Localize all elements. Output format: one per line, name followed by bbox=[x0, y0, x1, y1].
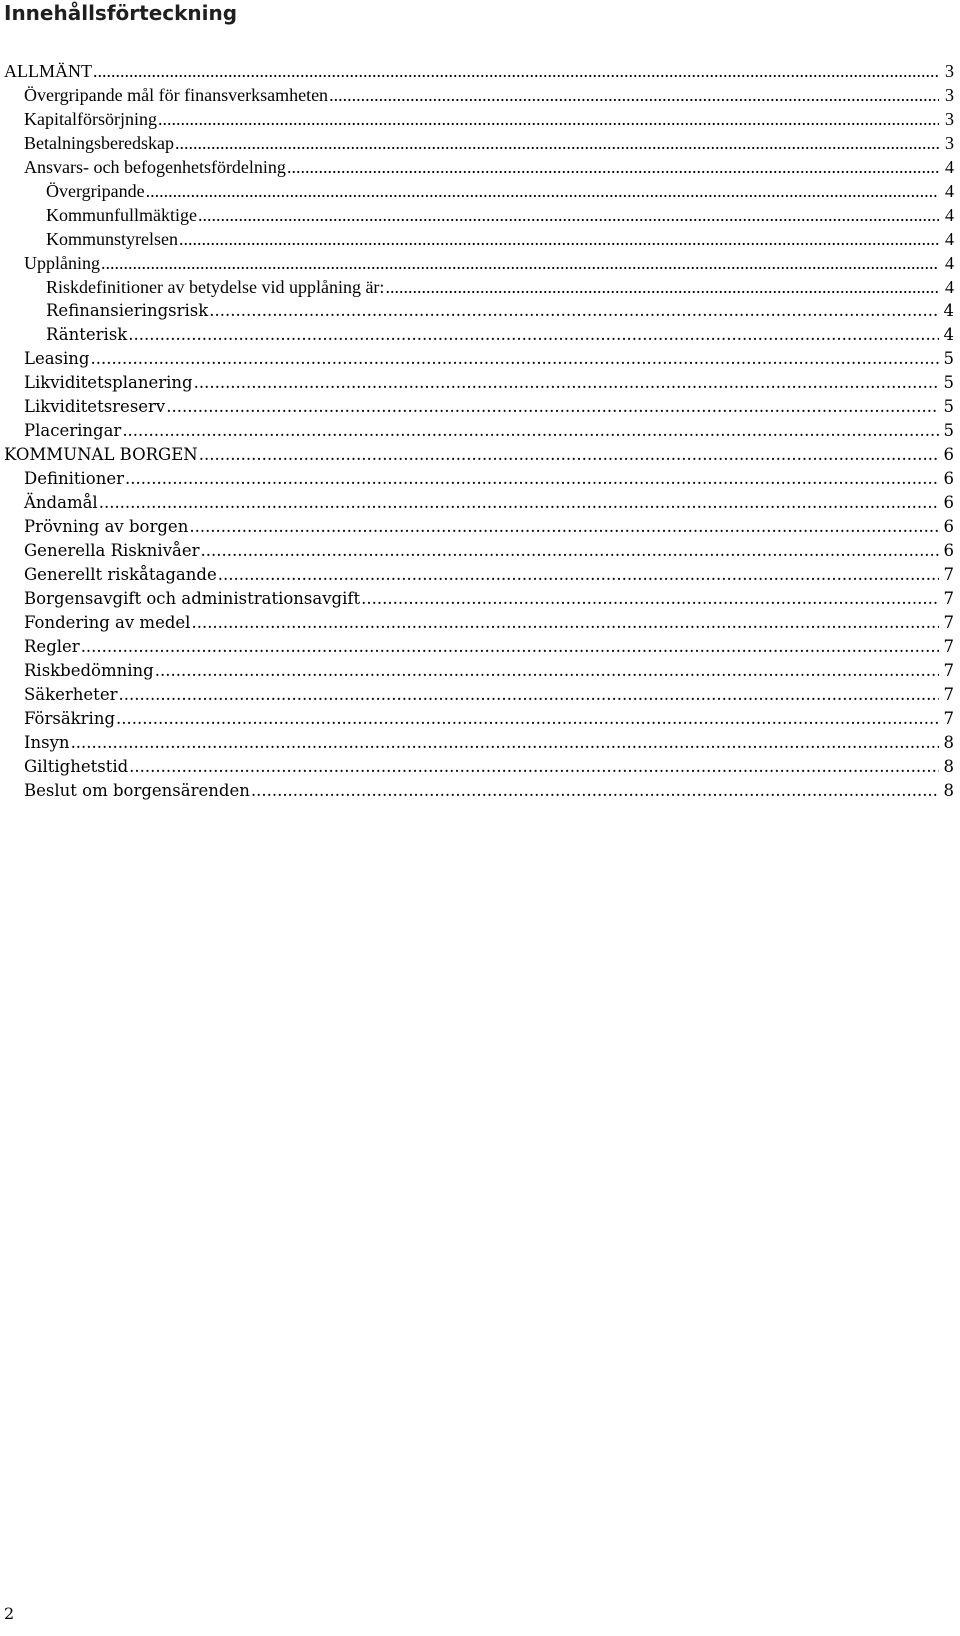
toc-entry-label: Prövning av borgen bbox=[24, 517, 189, 536]
toc-dot-leader bbox=[198, 203, 939, 227]
toc-dot-leader bbox=[116, 707, 939, 731]
toc-entry[interactable] bbox=[0, 467, 960, 491]
toc-entry-page: 5 bbox=[943, 421, 954, 440]
toc-dot-leader bbox=[175, 131, 939, 155]
toc-entry[interactable] bbox=[0, 443, 960, 467]
toc-entry-label: Fondering av medel bbox=[24, 613, 191, 632]
toc-dot-leader bbox=[218, 563, 939, 587]
toc-title: Innehållsförteckning bbox=[4, 1, 238, 25]
table-of-contents bbox=[0, 59, 960, 803]
toc-entry[interactable] bbox=[0, 683, 960, 707]
toc-entry-page: 6 bbox=[943, 541, 954, 560]
toc-entry-label: Övergripande bbox=[46, 181, 145, 201]
toc-entry[interactable] bbox=[0, 131, 960, 155]
toc-entry[interactable] bbox=[0, 155, 960, 179]
toc-entry[interactable] bbox=[0, 635, 960, 659]
toc-dot-leader bbox=[155, 659, 939, 683]
toc-entry[interactable] bbox=[0, 83, 960, 107]
toc-entry-page: 7 bbox=[943, 613, 954, 632]
toc-entry-page: 8 bbox=[943, 757, 954, 776]
toc-entry-page: 6 bbox=[943, 469, 954, 488]
toc-dot-leader bbox=[125, 467, 939, 491]
toc-dot-leader bbox=[129, 755, 939, 779]
toc-dot-leader bbox=[158, 107, 939, 131]
toc-entry-page: 3 bbox=[945, 61, 954, 81]
toc-dot-leader bbox=[179, 227, 939, 251]
toc-entry-page: 5 bbox=[943, 373, 954, 392]
toc-entry-label: Giltighetstid bbox=[24, 757, 129, 776]
toc-entry-label: Kommunstyrelsen bbox=[46, 229, 178, 249]
toc-entry-label: Beslut om borgensärenden bbox=[24, 781, 250, 800]
toc-entry[interactable] bbox=[0, 611, 960, 635]
toc-entry-page: 7 bbox=[943, 685, 954, 704]
toc-dot-leader bbox=[91, 347, 940, 371]
toc-entry[interactable] bbox=[0, 563, 960, 587]
toc-entry-page: 7 bbox=[943, 709, 954, 728]
toc-entry-page: 3 bbox=[945, 133, 954, 153]
toc-entry-label: Kommunfullmäktige bbox=[46, 205, 197, 225]
toc-entry-label: ALLMÄNT bbox=[4, 61, 92, 81]
toc-dot-leader bbox=[189, 515, 939, 539]
toc-entry[interactable] bbox=[0, 395, 960, 419]
toc-dot-leader bbox=[93, 59, 939, 83]
toc-entry-page: 7 bbox=[943, 565, 954, 584]
toc-dot-leader bbox=[118, 683, 939, 707]
toc-entry-page: 4 bbox=[945, 253, 954, 273]
toc-entry-label: KOMMUNAL BORGEN bbox=[4, 445, 198, 464]
toc-entry-page: 8 bbox=[943, 781, 954, 800]
toc-dot-leader bbox=[199, 443, 939, 467]
toc-entry-label: Riskdefinitioner av betydelse vid upplåning är: bbox=[46, 277, 385, 297]
toc-entry[interactable] bbox=[0, 659, 960, 683]
toc-entry-page: 3 bbox=[945, 85, 954, 105]
toc-entry[interactable] bbox=[0, 515, 960, 539]
toc-entry-label: Borgensavgift och administrationsavgift bbox=[24, 589, 361, 608]
toc-entry-label: Likviditetsplanering bbox=[24, 373, 193, 392]
toc-entry[interactable] bbox=[0, 179, 960, 203]
toc-entry-page: 7 bbox=[943, 661, 954, 680]
toc-dot-leader bbox=[201, 539, 939, 563]
toc-dot-leader bbox=[81, 635, 939, 659]
toc-entry-label: Leasing bbox=[24, 349, 90, 368]
toc-entry[interactable] bbox=[0, 587, 960, 611]
toc-dot-leader bbox=[99, 491, 939, 515]
toc-dot-leader bbox=[122, 419, 939, 443]
toc-dot-leader bbox=[71, 731, 939, 755]
toc-entry-page: 6 bbox=[943, 445, 954, 464]
toc-entry-page: 4 bbox=[945, 157, 954, 177]
toc-entry[interactable] bbox=[0, 227, 960, 251]
toc-entry-label: Definitioner bbox=[24, 469, 125, 488]
toc-dot-leader bbox=[209, 299, 939, 323]
toc-dot-leader bbox=[146, 179, 939, 203]
toc-entry-page: 7 bbox=[943, 589, 954, 608]
toc-entry-page: 4 bbox=[943, 325, 954, 344]
toc-entry[interactable] bbox=[0, 731, 960, 755]
toc-entry[interactable] bbox=[0, 275, 960, 299]
toc-entry-label: Riskbedömning bbox=[24, 661, 154, 680]
toc-entry-page: 4 bbox=[945, 181, 954, 201]
toc-entry[interactable] bbox=[0, 755, 960, 779]
toc-entry-page: 4 bbox=[943, 301, 954, 320]
toc-entry[interactable] bbox=[0, 491, 960, 515]
toc-entry-page: 4 bbox=[945, 229, 954, 249]
toc-dot-leader bbox=[166, 395, 939, 419]
toc-entry-label: Betalningsberedskap bbox=[24, 133, 174, 153]
toc-entry[interactable] bbox=[0, 107, 960, 131]
toc-entry[interactable] bbox=[0, 203, 960, 227]
toc-entry[interactable] bbox=[0, 707, 960, 731]
toc-entry-label: Ändamål bbox=[24, 493, 98, 512]
toc-entry-label: Insyn bbox=[24, 733, 70, 752]
toc-entry-label: Försäkring bbox=[24, 709, 116, 728]
toc-entry-page: 4 bbox=[945, 277, 954, 297]
toc-dot-leader bbox=[361, 587, 939, 611]
toc-dot-leader bbox=[329, 83, 939, 107]
toc-entry-page: 4 bbox=[945, 205, 954, 225]
toc-entry-label: Refinansieringsrisk bbox=[46, 301, 209, 320]
toc-entry-label: Ränterisk bbox=[46, 325, 128, 344]
toc-entry-label: Kapitalförsörjning bbox=[24, 109, 157, 129]
toc-entry-label: Placeringar bbox=[24, 421, 122, 440]
toc-dot-leader bbox=[194, 371, 939, 395]
toc-entry[interactable] bbox=[0, 779, 960, 803]
toc-entry[interactable] bbox=[0, 59, 960, 83]
toc-entry-page: 5 bbox=[943, 397, 954, 416]
toc-entry-page: 5 bbox=[943, 349, 954, 368]
toc-entry-page: 3 bbox=[945, 109, 954, 129]
toc-entry-page: 8 bbox=[943, 733, 954, 752]
toc-entry[interactable] bbox=[0, 347, 960, 371]
toc-entry-label: Generella Risknivåer bbox=[24, 541, 200, 560]
toc-dot-leader bbox=[191, 611, 939, 635]
toc-dot-leader bbox=[385, 275, 939, 299]
page-number: 2 bbox=[4, 1604, 15, 1623]
toc-entry-label: Likviditetsreserv bbox=[24, 397, 166, 416]
toc-dot-leader bbox=[251, 779, 939, 803]
toc-entry-label: Generellt riskåtagande bbox=[24, 565, 217, 584]
toc-entry-label: Säkerheter bbox=[24, 685, 118, 704]
toc-dot-leader bbox=[101, 251, 939, 275]
toc-entry[interactable] bbox=[0, 539, 960, 563]
toc-entry-label: Övergripande mål för finansverksamheten bbox=[24, 85, 329, 105]
toc-entry[interactable] bbox=[0, 371, 960, 395]
toc-entry-page: 6 bbox=[943, 517, 954, 536]
toc-entry[interactable] bbox=[0, 299, 960, 323]
toc-entry-page: 7 bbox=[943, 637, 954, 656]
toc-entry-label: Regler bbox=[24, 637, 80, 656]
toc-entry[interactable] bbox=[0, 323, 960, 347]
toc-entry[interactable] bbox=[0, 251, 960, 275]
toc-entry[interactable] bbox=[0, 419, 960, 443]
toc-entry-page: 6 bbox=[943, 493, 954, 512]
toc-entry-label: Upplåning bbox=[24, 253, 100, 273]
toc-dot-leader bbox=[128, 323, 939, 347]
toc-entry-label: Ansvars- och befogenhetsfördelning bbox=[24, 157, 286, 177]
toc-dot-leader bbox=[287, 155, 939, 179]
